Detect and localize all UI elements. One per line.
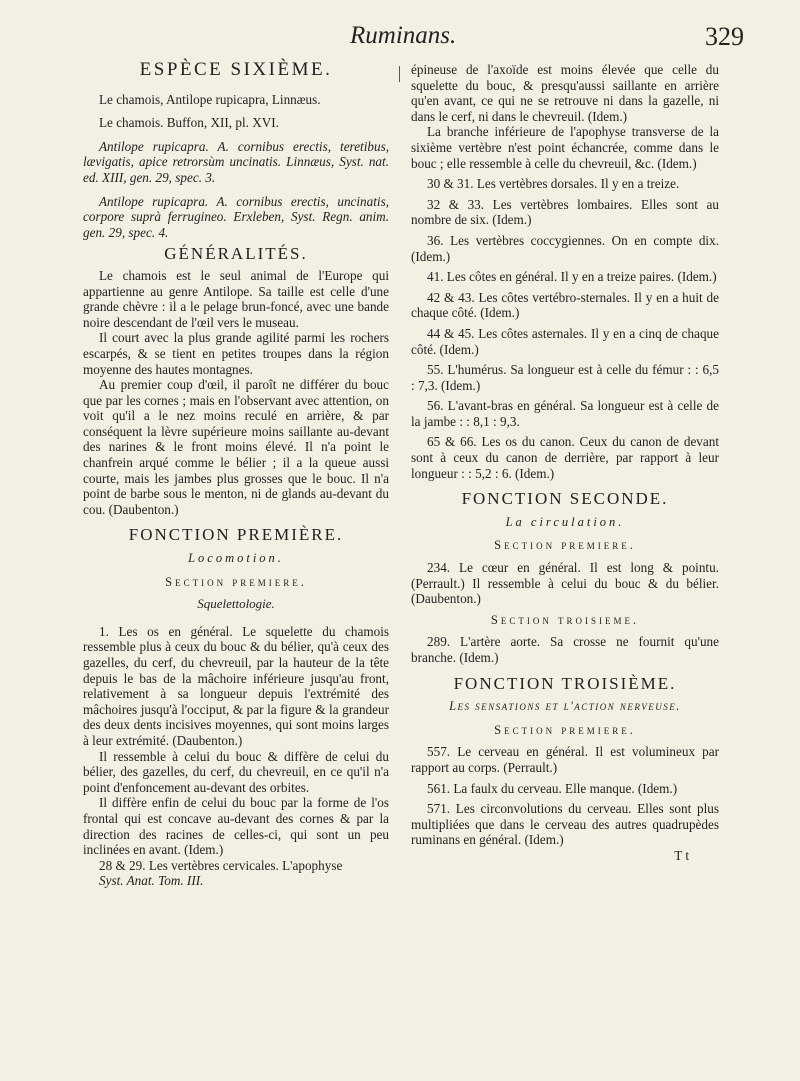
right-paragraph-2: La branche inférieure de l'apophyse transverse de la sixième vertèbre n'est point échancrée, comme dans le bouc ; elle ressemble à celle du chevreuil, &c. (Idem.) (411, 124, 719, 171)
signature-mark (411, 848, 719, 864)
general-paragraph-3: Au premier coup d'œil, il paroît ne différer du bouc que par les cornes ; mais en l'observant avec attention, on voit qu'il a le nez moins reculé en arrière, & par conséquent la lèvre supérieure moins saillante au-devant des narines & le front moins élevé. Il n'a point le chanfrein arqué comme le bélier ; il a la queue aussi courte, mais les jambes plus grosses que le bouc. Il n'a point de barbe sous le menton, ni de glands au-devant du cou. (Daubenton.) (83, 377, 389, 517)
footer-signature: T t (674, 847, 689, 863)
bones-paragraph-2: Il ressemble à celui du bouc & diffère de celui du bélier, des gazelles, du cerf, du chevreuil, en ce qu'il n'a point d'enfoncement au-devant des orbites. (83, 748, 389, 795)
right-paragraph-4: 32 & 33. Les vertèbres lombaires. Elles sont au nombre de six. (Idem.) (411, 196, 719, 228)
generalites-heading: GÉNÉRALITÉS. (164, 244, 308, 264)
synonym-3: Antilope rupicapra. A. cornibus erectis, teretibus, lævigatis, apice retrorsùm uncinatis. Linnæus, Syst. nat. ed. XIII, gen. 29, spec. 3. (83, 138, 389, 185)
section-troisieme-heading: Section troisieme. (490, 612, 640, 627)
brain-paragraph-2: 561. La faulx du cerveau. Elle manque. (Idem.) (427, 780, 678, 796)
squelettologie-heading: Squelettologie. (197, 596, 275, 612)
section-premiere-heading-3: Section premiere. (494, 722, 636, 737)
running-title: Ruminans. (350, 22, 457, 49)
brain-paragraph-3: 571. Les circonvolutions du cerveau. Elles sont plus multipliées que dans le cerveau des autres quadrupèdes ruminans en général. (Idem.) (411, 801, 719, 848)
bones-paragraph-1: 1. Les os en général. Le squelette du chamois ressemble plus à ceux du bouc & du bélier, qu'à ceux des gazelles, du cerf, du chevreuil, par la hauteur de la tête depuis le bas de la mâchoire inférieure jusqu'au front, relativement à sa longueur depuis l'extrémité des mâchoires jusqu'à l'occiput, & par la figure & la grandeur des deux dents incisives moyennes, qui sont moins larges à leur extrémité. (Daubenton.) (83, 623, 389, 748)
general-paragraph-2: Il court avec la plus grande agilité parmi les rochers escarpés, & se tient en petites troupes dans la région moyenne des hautes montagnes. (83, 330, 389, 377)
page-number: 329 (705, 22, 744, 51)
right-column (411, 62, 719, 864)
left-column (83, 59, 389, 889)
synonym-4: Antilope rupicapra. A. cornibus erectis, uncinatis, corpore suprà ferrugineo. Erxleben, Syst. Regn. anim. gen. 29, spec. 4. (83, 193, 389, 240)
right-paragraph-10: 56. L'avant-bras en général. Sa longueur est à celle de la jambe : : 8,1 : 9,3. (411, 398, 719, 429)
heart-paragraph: 234. Le cœur en général. Il est long & pointu. (Perrault.) Il ressemble à celui du bouc & du bélier. (Daubenton.) (411, 560, 719, 607)
section-premiere-heading-2: Section premiere. (494, 538, 636, 553)
synonym-2: Le chamois. Buffon, XII, pl. XVI. (99, 115, 279, 131)
cervical-paragraph: 28 & 29. Les vertèbres cervicales. L'apophyse (99, 857, 343, 873)
right-paragraph-9: 55. L'humérus. Sa longueur est à celle du fémur : : 6,5 : 7,3. (Idem.) (411, 362, 719, 393)
circulation-heading: La circulation. (505, 514, 625, 529)
fonction-seconde-heading: FONCTION SECONDE. (461, 489, 669, 509)
signature-line (83, 873, 389, 889)
right-paragraph-5: 36. Les vertèbres coccygiennes. On en compte dix. (Idem.) (411, 232, 719, 264)
aorta-paragraph: 289. L'artère aorte. Sa crosse ne fournit qu'une branche. (Idem.) (411, 634, 719, 665)
right-paragraph-3: 30 & 31. Les vertèbres dorsales. Il y en a treize. (427, 176, 680, 192)
column-rule-mark (399, 66, 400, 82)
section-premiere-heading: Section premiere. (165, 574, 307, 589)
synonym-1: Le chamois, Antilope rupicapra, Linnæus. (99, 91, 321, 107)
fonction-troisieme-heading: FONCTION TROISIÈME. (453, 673, 677, 693)
general-paragraph-1: Le chamois est le seul animal de l'Europe qui appartienne au genre Antilope. Sa taille est celle d'une grande chèvre : il a le pelage brun-foncé, avec une bande noire descendant de l'œil vers le museau. (83, 267, 389, 330)
species-heading: ESPÈCE SIXIÈME. (139, 59, 333, 80)
locomotion-heading: Locomotion. (188, 551, 284, 566)
fonction-premiere-heading: FONCTION PREMIÈRE. (128, 525, 344, 545)
footer-volume: Syst. Anat. Tom. III. (99, 873, 204, 889)
right-paragraph-7: 42 & 43. Les côtes vertébro-sternales. Il y en a huit de chaque côté. (Idem.) (411, 289, 719, 321)
right-paragraph-1: épineuse de l'axoïde est moins élevée que celle du squelette du bouc, & presqu'aussi saillante en arrière qu'en avant, ce qui ne se retrouve ni dans la gazelle, ni dans le cerf, ni dans le chevreuil. (Idem.) (411, 62, 719, 124)
right-paragraph-6: 41. Les côtes en général. Il y en a treize paires. (Idem.) (427, 269, 717, 285)
right-paragraph-11: 65 & 66. Les os du canon. Ceux du canon de devant sont à ceux du canon de derrière, par rapport à leur longueur : : 5,2 : 6. (Idem.) (411, 434, 719, 481)
sensations-heading: Les sensations et l'action nerveuse. (449, 699, 681, 714)
bones-paragraph-3: Il diffère enfin de celui du bouc par la forme de l'os frontal qui est concave au-devant des cornes & par la direction des racines de celles-ci, qui sont un peu inclinées en avant. (Idem.) (83, 795, 389, 858)
brain-paragraph-1: 557. Le cerveau en général. Il est volumineux par rapport au corps. (Perrault.) (411, 744, 719, 775)
running-head (0, 18, 800, 58)
right-paragraph-8: 44 & 45. Les côtes asternales. Il y en a cinq de chaque côté. (Idem.) (411, 325, 719, 357)
